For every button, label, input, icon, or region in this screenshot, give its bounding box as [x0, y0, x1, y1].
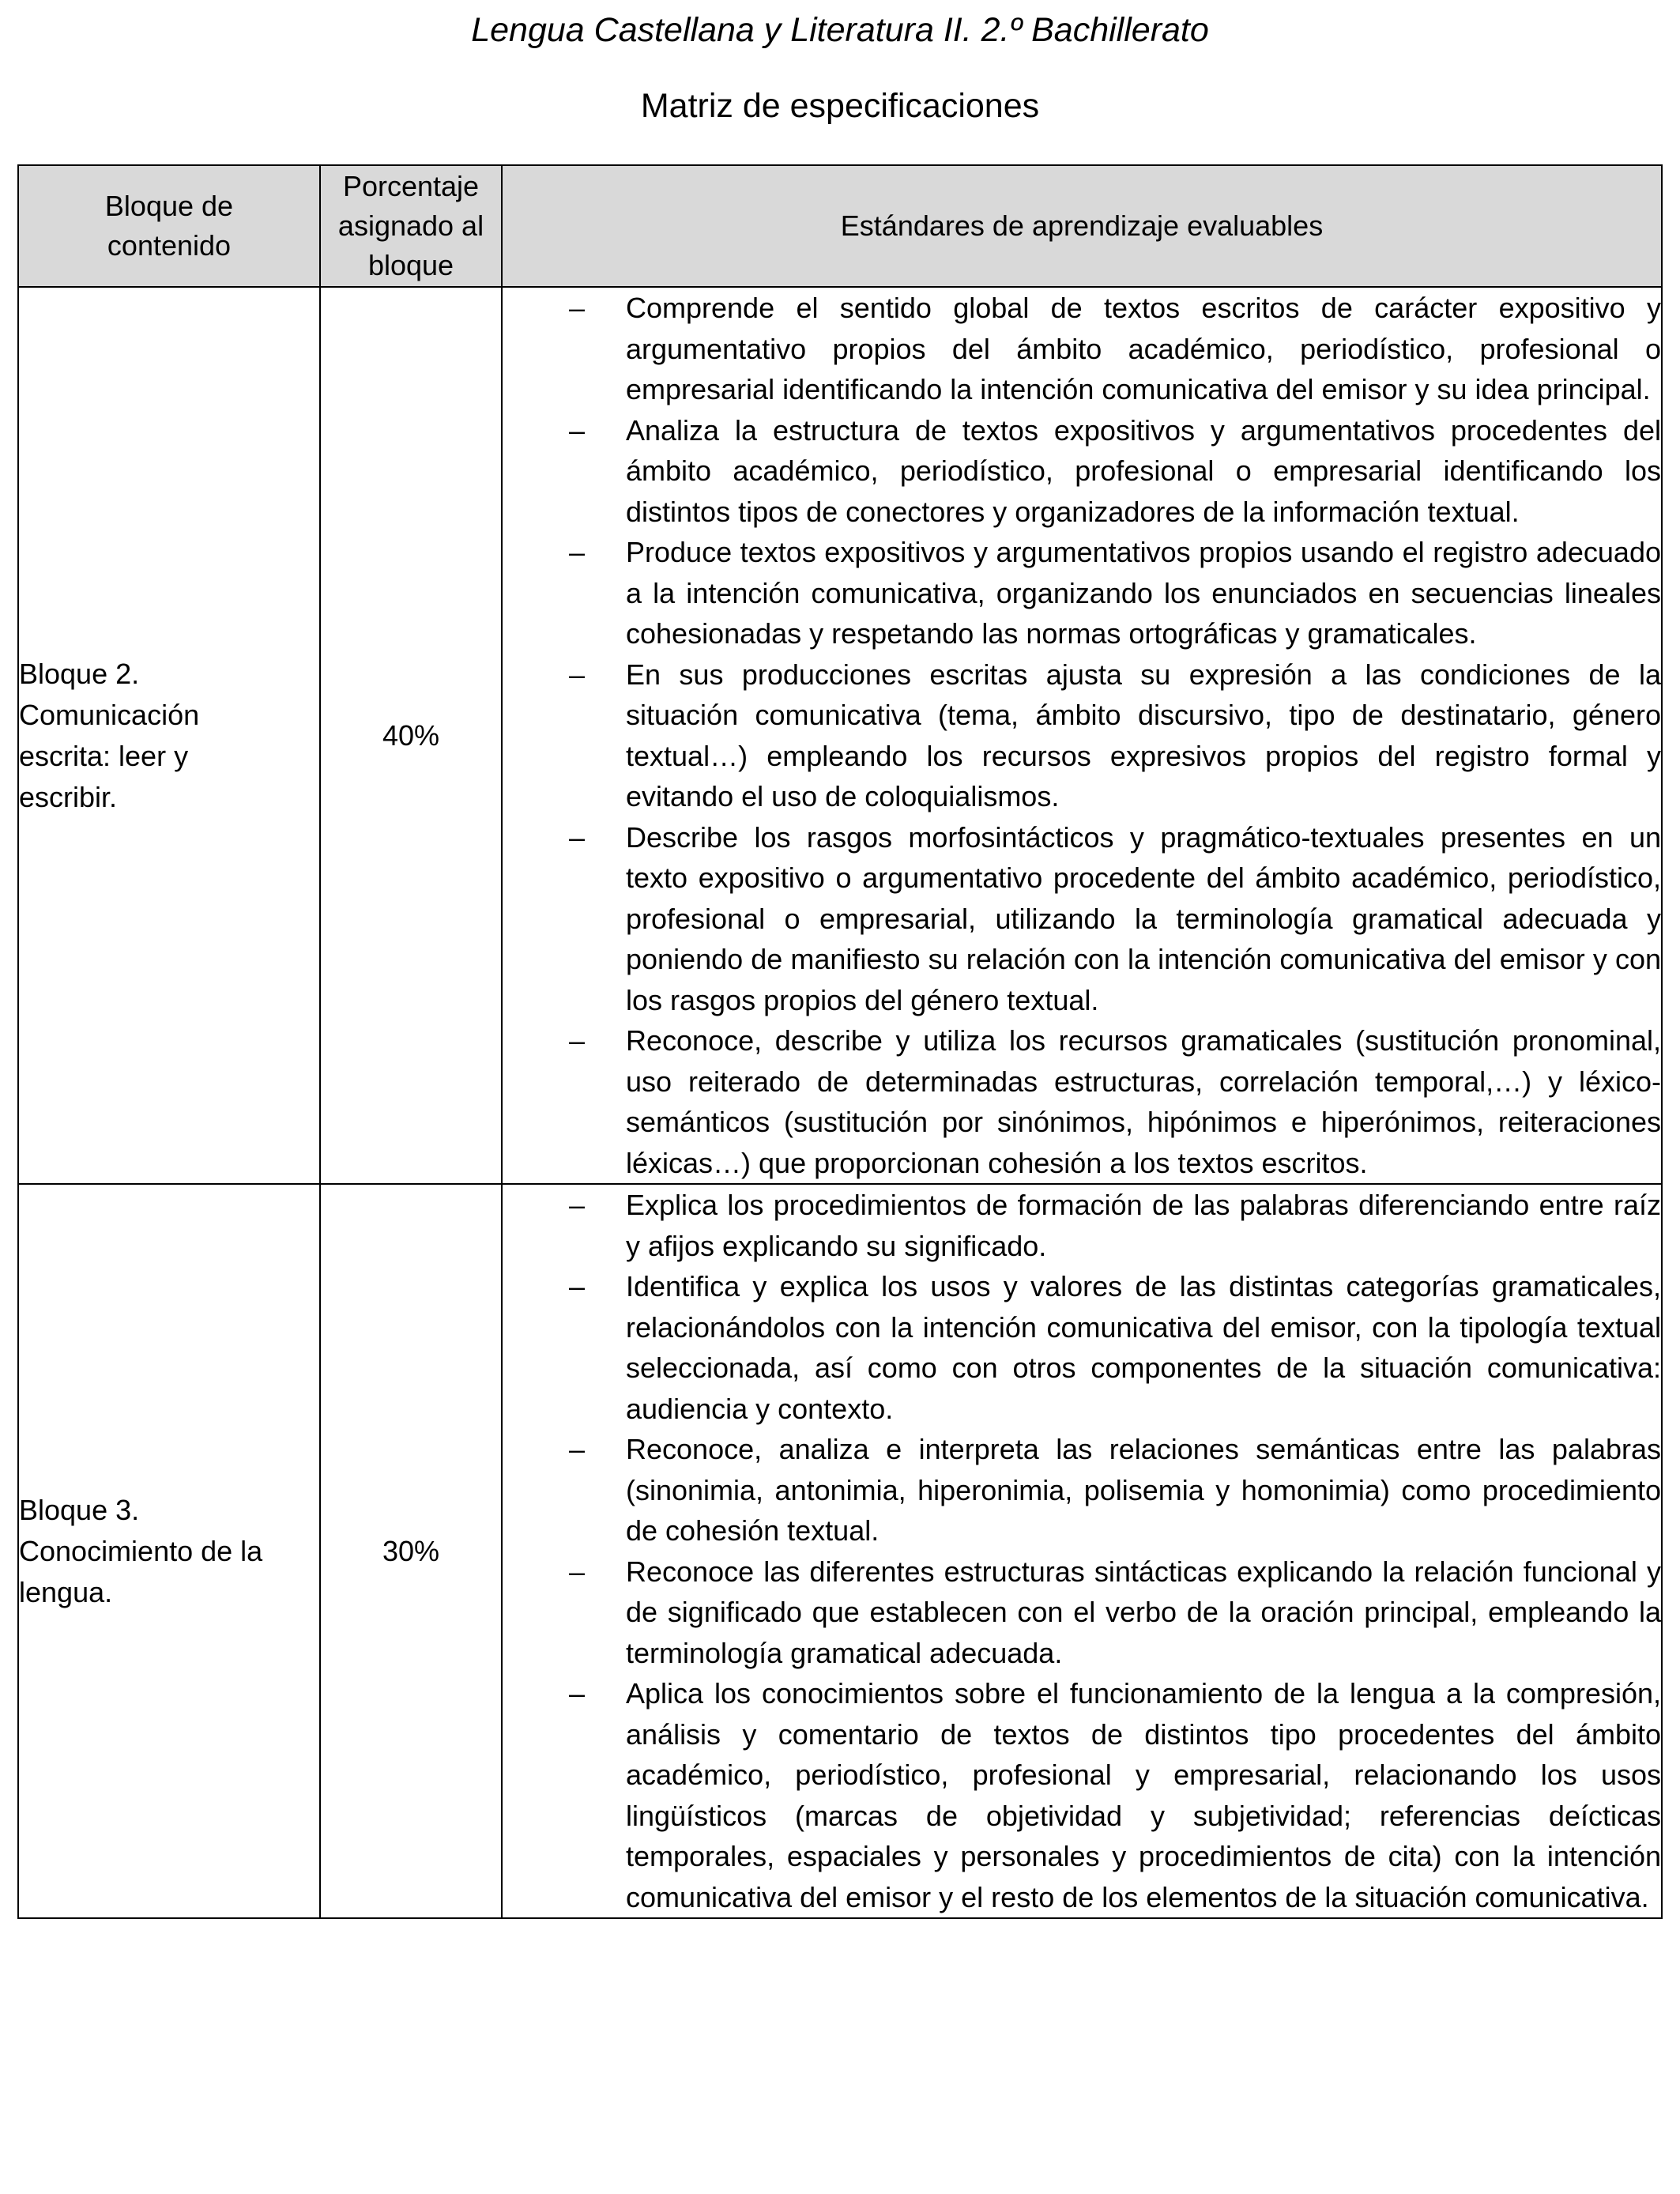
standards-cell [502, 287, 1662, 1184]
standards-list [503, 1185, 1661, 1917]
header-bloque [18, 165, 320, 287]
dash-bullet: – [569, 1189, 586, 1221]
standard-text: En sus producciones escritas ajusta su expresión a las condiciones de la situación comunicativa (tema, ámbito discursivo, tipo de destinatario, género textual…) empleando los recursos expresivos propios del registro formal y evitando el uso de coloquialismos. [626, 658, 1661, 812]
dash-bullet: – [569, 1024, 586, 1057]
percentage-cell [320, 1184, 502, 1918]
list-item [503, 1551, 1661, 1674]
standard-text: Identifica y explica los usos y valores de las distintas categorías gramaticales, relacionándolos con la intención comunicativa del emisor, con la tipología textual seleccionada, así como con otros componentes de la situación comunicativa: audiencia y contexto. [626, 1270, 1661, 1425]
list-item [503, 1266, 1661, 1429]
standard-text: Reconoce, describe y utiliza los recursos gramaticales (sustitución pronominal, uso reiterado de determinadas estructuras, correlación temporal,…) y léxico-semánticos (sustitución por sinónimos, hipónimos e hiperónimos, reiteraciones léxicas…) que proporcionan cohesión a los textos escritos. [626, 1024, 1661, 1179]
dash-bullet: – [569, 292, 586, 324]
document-subject: Lengua Castellana y Literatura II. 2.º Bachillerato [471, 11, 1209, 49]
percentage-value: 40% [382, 718, 440, 752]
standards-cell [502, 1184, 1662, 1918]
dash-bullet: – [569, 1677, 586, 1710]
standards-list [503, 288, 1661, 1183]
header-estandares-label: Estándares de aprendizaje evaluables [840, 209, 1324, 242]
dash-bullet: – [569, 1433, 586, 1465]
standard-text: Analiza la estructura de textos expositivos y argumentativos procedentes del ámbito académico, periodístico, profesional o empresarial identificando los distintos tipos de conectores y organizadores de la información textual. [626, 413, 1661, 528]
dash-bullet: – [569, 1555, 586, 1588]
list-item [503, 288, 1661, 410]
bloque-cell [18, 1184, 320, 1918]
table-row [18, 1184, 1662, 1918]
standard-text: Reconoce, analiza e interpreta las relaciones semánticas entre las palabras (sinonimia, antonimia, hiperonimia, polisemia y homonimia) como procedimiento de cohesión textual. [626, 1433, 1661, 1547]
standard-text: Comprende el sentido global de textos escritos de carácter expositivo y argumentativo propios del ámbito académico, periodístico, profesional o empresarial identificando la intención comunicativa del emisor y su idea principal. [626, 292, 1661, 405]
list-item [503, 1673, 1661, 1917]
list-item [503, 1185, 1661, 1266]
standard-text: Reconoce las diferentes estructuras sintácticas explicando la relación funcional y de significado que establecen con el verbo de la oración principal, empleando la terminología gramatical adecuada. [626, 1555, 1661, 1669]
dash-bullet: – [569, 1270, 586, 1302]
list-item [503, 532, 1661, 654]
dash-bullet: – [569, 658, 586, 691]
standard-text: Describe los rasgos morfosintácticos y pragmático-textuales presentes en un texto expositivo o argumentativo procedente del ámbito académico, periodístico, profesional o empresarial, utilizando la terminología gramatical adecuada y poniendo de manifiesto su relación con la intención comunicativa del emisor y con los rasgos propios del género textual. [626, 820, 1661, 1016]
list-item [503, 1429, 1661, 1551]
standard-text: Produce textos expositivos y argumentativos propios usando el registro adecuado a la intención comunicativa, organizando los enunciados en secuencias lineales cohesionadas y respetando las normas ortográficas y gramaticales. [626, 536, 1661, 650]
dash-bullet: – [569, 536, 586, 568]
bloque-label: Bloque 3. Conocimiento de la lengua. [19, 1493, 263, 1608]
standard-text: Aplica los conocimientos sobre el funcionamiento de la lengua a la compresión, análisis y comentario de textos de distintos tipo procedentes del ámbito académico, periodístico, profesional y empresarial, relacionando los usos lingüísticos (marcas de objetividad y subjetividad; referencias deícticas temporales, espaciales y personales y procedimientos de cita) con la intención comunicativa del emisor y el resto de los elementos de la situación comunicativa. [626, 1677, 1661, 1913]
list-item [503, 1020, 1661, 1183]
table-header-row [18, 165, 1662, 287]
dash-bullet: – [569, 413, 586, 447]
list-item [503, 817, 1661, 1021]
percentage-cell [320, 287, 502, 1184]
list-item [503, 410, 1661, 533]
standard-text: Explica los procedimientos de formación de las palabras diferenciando entre raíz y afijos explicando su significado. [626, 1189, 1661, 1262]
header-estandares [502, 165, 1662, 287]
bloque-cell [18, 287, 320, 1184]
table-row [18, 287, 1662, 1184]
bloque-label: Bloque 2. Comunicación escrita: leer y escribir. [19, 657, 200, 813]
page-title: Matriz de especificaciones [640, 87, 1040, 125]
percentage-value: 30% [382, 1534, 440, 1567]
header-porcentaje [320, 165, 502, 287]
header-porcentaje-label: Porcentaje asignado al bloque [337, 170, 484, 281]
specifications-table [17, 164, 1663, 1919]
dash-bullet: – [569, 820, 586, 854]
list-item [503, 654, 1661, 817]
header-bloque-label: Bloque de contenido [104, 190, 234, 262]
